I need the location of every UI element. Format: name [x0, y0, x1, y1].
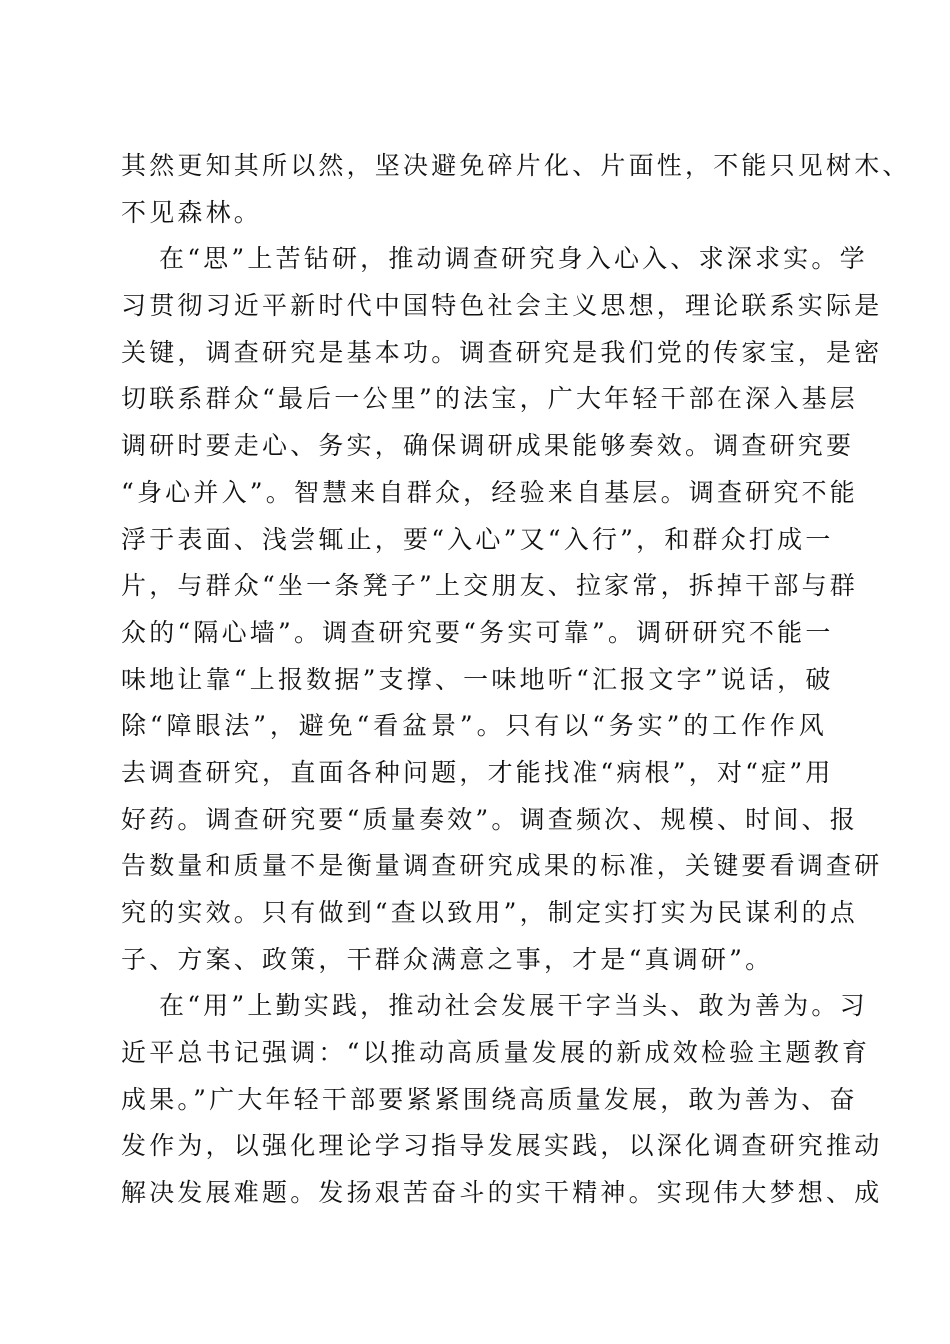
text-line: 究的实效。只有做到“查以致用”，制定实打实为民谋利的点: [121, 898, 858, 927]
text-line: 不见森林。: [121, 197, 263, 227]
text-line: 调研时要走心、务实，确保调研成果能够奏效。调查研究要: [121, 431, 855, 461]
text-line: 关键，调查研究是基本功。调查研究是我们党的传家宝，是密: [121, 337, 883, 367]
body-text: [121, 143, 911, 1217]
text-line: 浮于表面、浅尝辄止，要“入心”又“入行”，和群众打成一: [121, 524, 834, 554]
text-line: 解决发展难题。发扬艰苦奋斗的实干精神。实现伟大梦想、成: [121, 1178, 883, 1208]
text-line: 发作为，以强化理论学习指导发展实践，以深化调查研究推动: [121, 1131, 883, 1161]
text-line: 切联系群众“最后一公里”的法宝，广大年轻干部在深入基层: [121, 384, 858, 414]
text-line: 好药。调查研究要“质量奏效”。调查频次、规模、时间、报: [121, 804, 858, 834]
text-line: 味地让靠“上报数据”支撑、一味地听“汇报文字”说话，破: [121, 664, 834, 694]
text-line: 其然更知其所以然，坚决避免碎片化、片面性，不能只见树木、: [121, 151, 911, 180]
paragraph-start-line: 在“思”上苦钻研，推动调查研究身入心入、求深求实。学: [159, 244, 868, 274]
text-line: 成果。”广大年轻干部要紧紧围绕高质量发展，敢为善为、奋: [121, 1084, 858, 1114]
text-line: 子、方案、政策，干群众满意之事，才是“真调研”。: [121, 944, 774, 974]
text-line: 片，与群众“坐一条凳子”上交朋友、拉家常，拆掉干部与群: [121, 571, 858, 601]
text-line: 去调查研究，直面各种问题，才能找准“病根”，对“症”用: [121, 757, 834, 787]
text-line: 告数量和质量不是衡量调查研究成果的标准，关键要看调查研: [121, 851, 883, 881]
text-line: 众的“隔心墙”。调查研究要“务实可靠”。调研研究不能一: [121, 617, 834, 647]
paragraph-start-line: 在“用”上勤实践，推动社会发展干字当头、敢为善为。习: [159, 991, 868, 1021]
text-line: “身心并入”。智慧来自群众，经验来自基层。调查研究不能: [121, 477, 858, 507]
text-line: 除“障眼法”，避免“看盆景”。只有以“务实”的工作作风: [121, 711, 827, 741]
text-line: 习贯彻习近平新时代中国特色社会主义思想，理论联系实际是: [121, 291, 883, 321]
text-line: 近平总书记强调：“以推动高质量发展的新成效检验主题教育: [121, 1038, 871, 1068]
